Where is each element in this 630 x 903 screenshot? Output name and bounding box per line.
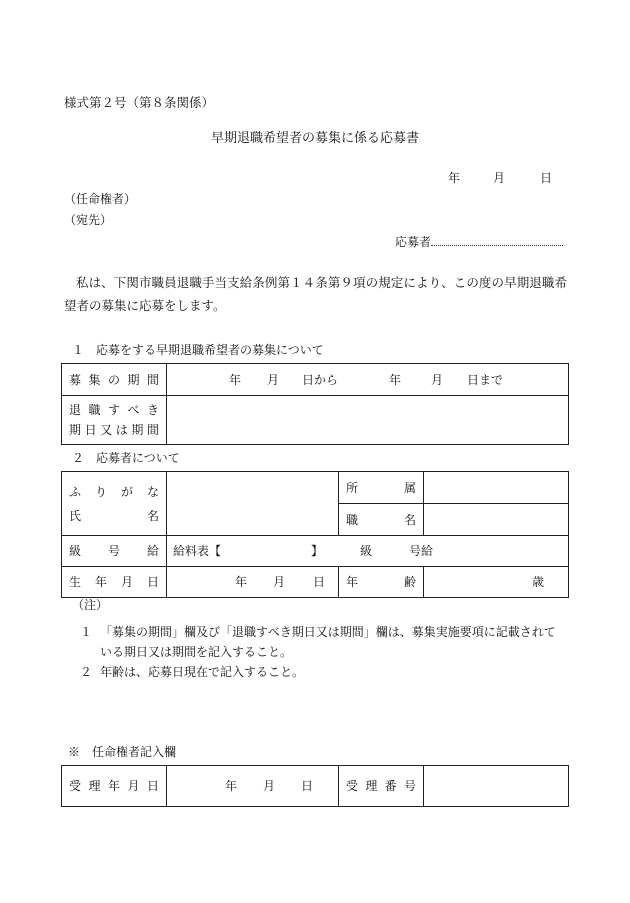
birth-field[interactable] xyxy=(167,567,339,598)
age-unit: 歳 xyxy=(532,575,545,589)
section1-heading: １ 応募をする早期退職希望者の募集について xyxy=(72,343,324,357)
applicant-label: 応募者 xyxy=(395,235,432,249)
retire-label-line2: 期日又は期間 xyxy=(69,423,159,437)
page-title: 早期退職希望者の募集に係る応募書 xyxy=(210,131,419,146)
receipt-month: 月 xyxy=(263,779,276,793)
name-label: 氏名 xyxy=(69,508,159,523)
position-field[interactable] xyxy=(424,504,569,536)
note-text: 年齢は、応募日現在で記入すること。 xyxy=(100,665,305,679)
applicant-field[interactable] xyxy=(395,235,563,248)
receipt-number-field[interactable] xyxy=(424,766,569,807)
receipt-date-label: 受理年月日 xyxy=(62,766,167,807)
period-to-year: 年 xyxy=(389,372,402,387)
addressee-label: （宛先） xyxy=(64,213,113,227)
period-to-day: 日まで xyxy=(467,372,504,387)
section3-heading: ※ 任命権者記入欄 xyxy=(68,745,177,759)
period-from-day: 日から xyxy=(302,372,339,387)
section2-heading: ２ 応募者について xyxy=(72,451,180,465)
note-item xyxy=(80,622,566,662)
date-day-label: 日 xyxy=(540,171,553,185)
grade-text: 級 xyxy=(360,544,373,558)
salary-table-text: 給料表【 xyxy=(173,544,222,558)
note-item xyxy=(80,662,566,682)
declaration-text: 私は、下関市職員退職手当支給条例第１４条第９項の規定により、この度の早期退職希望者の募集に応募をします。 xyxy=(64,275,567,313)
position-label: 職名 xyxy=(339,504,424,536)
salary-table-close: 】 xyxy=(311,544,324,558)
name-field[interactable] xyxy=(167,472,339,536)
age-label: 年齢 xyxy=(339,567,424,598)
period-label: 募集の期間 xyxy=(62,364,167,396)
birth-day: 日 xyxy=(313,575,326,589)
retire-date-label xyxy=(62,396,167,445)
retire-date-field[interactable] xyxy=(167,396,569,445)
receipt-date-field[interactable] xyxy=(167,766,339,807)
grade-field[interactable] xyxy=(167,536,569,567)
receipt-day: 日 xyxy=(301,779,314,793)
period-to-month: 月 xyxy=(431,372,444,387)
affiliation-field[interactable] xyxy=(424,472,569,504)
birth-label: 生年月日 xyxy=(62,567,167,598)
note-text: 「募集の期間」欄及び「退職すべき期日又は期間」欄は、募集実施要項に記載されている期日又は期間を記入すること。 xyxy=(100,625,556,659)
grade-label: 級号給 xyxy=(62,536,167,567)
name-label-cell xyxy=(62,472,167,536)
form-number: 様式第２号（第８条関係） xyxy=(64,95,215,110)
note-number: ２ xyxy=(80,665,93,679)
furigana-label: ふりがな xyxy=(69,484,159,499)
period-field[interactable] xyxy=(167,364,569,396)
note-number: １ xyxy=(80,625,93,639)
receipt-table xyxy=(61,765,569,807)
birth-year: 年 xyxy=(235,575,248,589)
applicant-signature-line[interactable] xyxy=(431,235,563,246)
receipt-number-label: 受理番号 xyxy=(339,766,424,807)
step-text: 号給 xyxy=(409,544,434,558)
birth-month: 月 xyxy=(273,575,286,589)
period-from-year: 年 xyxy=(229,372,242,387)
affiliation-label: 所属 xyxy=(339,472,424,504)
age-field[interactable] xyxy=(424,567,569,598)
date-year-label: 年 xyxy=(448,171,461,185)
retire-label-line1: 退職すべき xyxy=(69,403,159,417)
applicant-table xyxy=(61,471,569,598)
appointer-label: （任命権者） xyxy=(64,192,137,206)
period-from-month: 月 xyxy=(267,372,280,387)
notes-heading: （注） xyxy=(72,598,109,612)
receipt-year: 年 xyxy=(225,779,238,793)
recruitment-table xyxy=(61,363,569,445)
date-month-label: 月 xyxy=(493,171,506,185)
